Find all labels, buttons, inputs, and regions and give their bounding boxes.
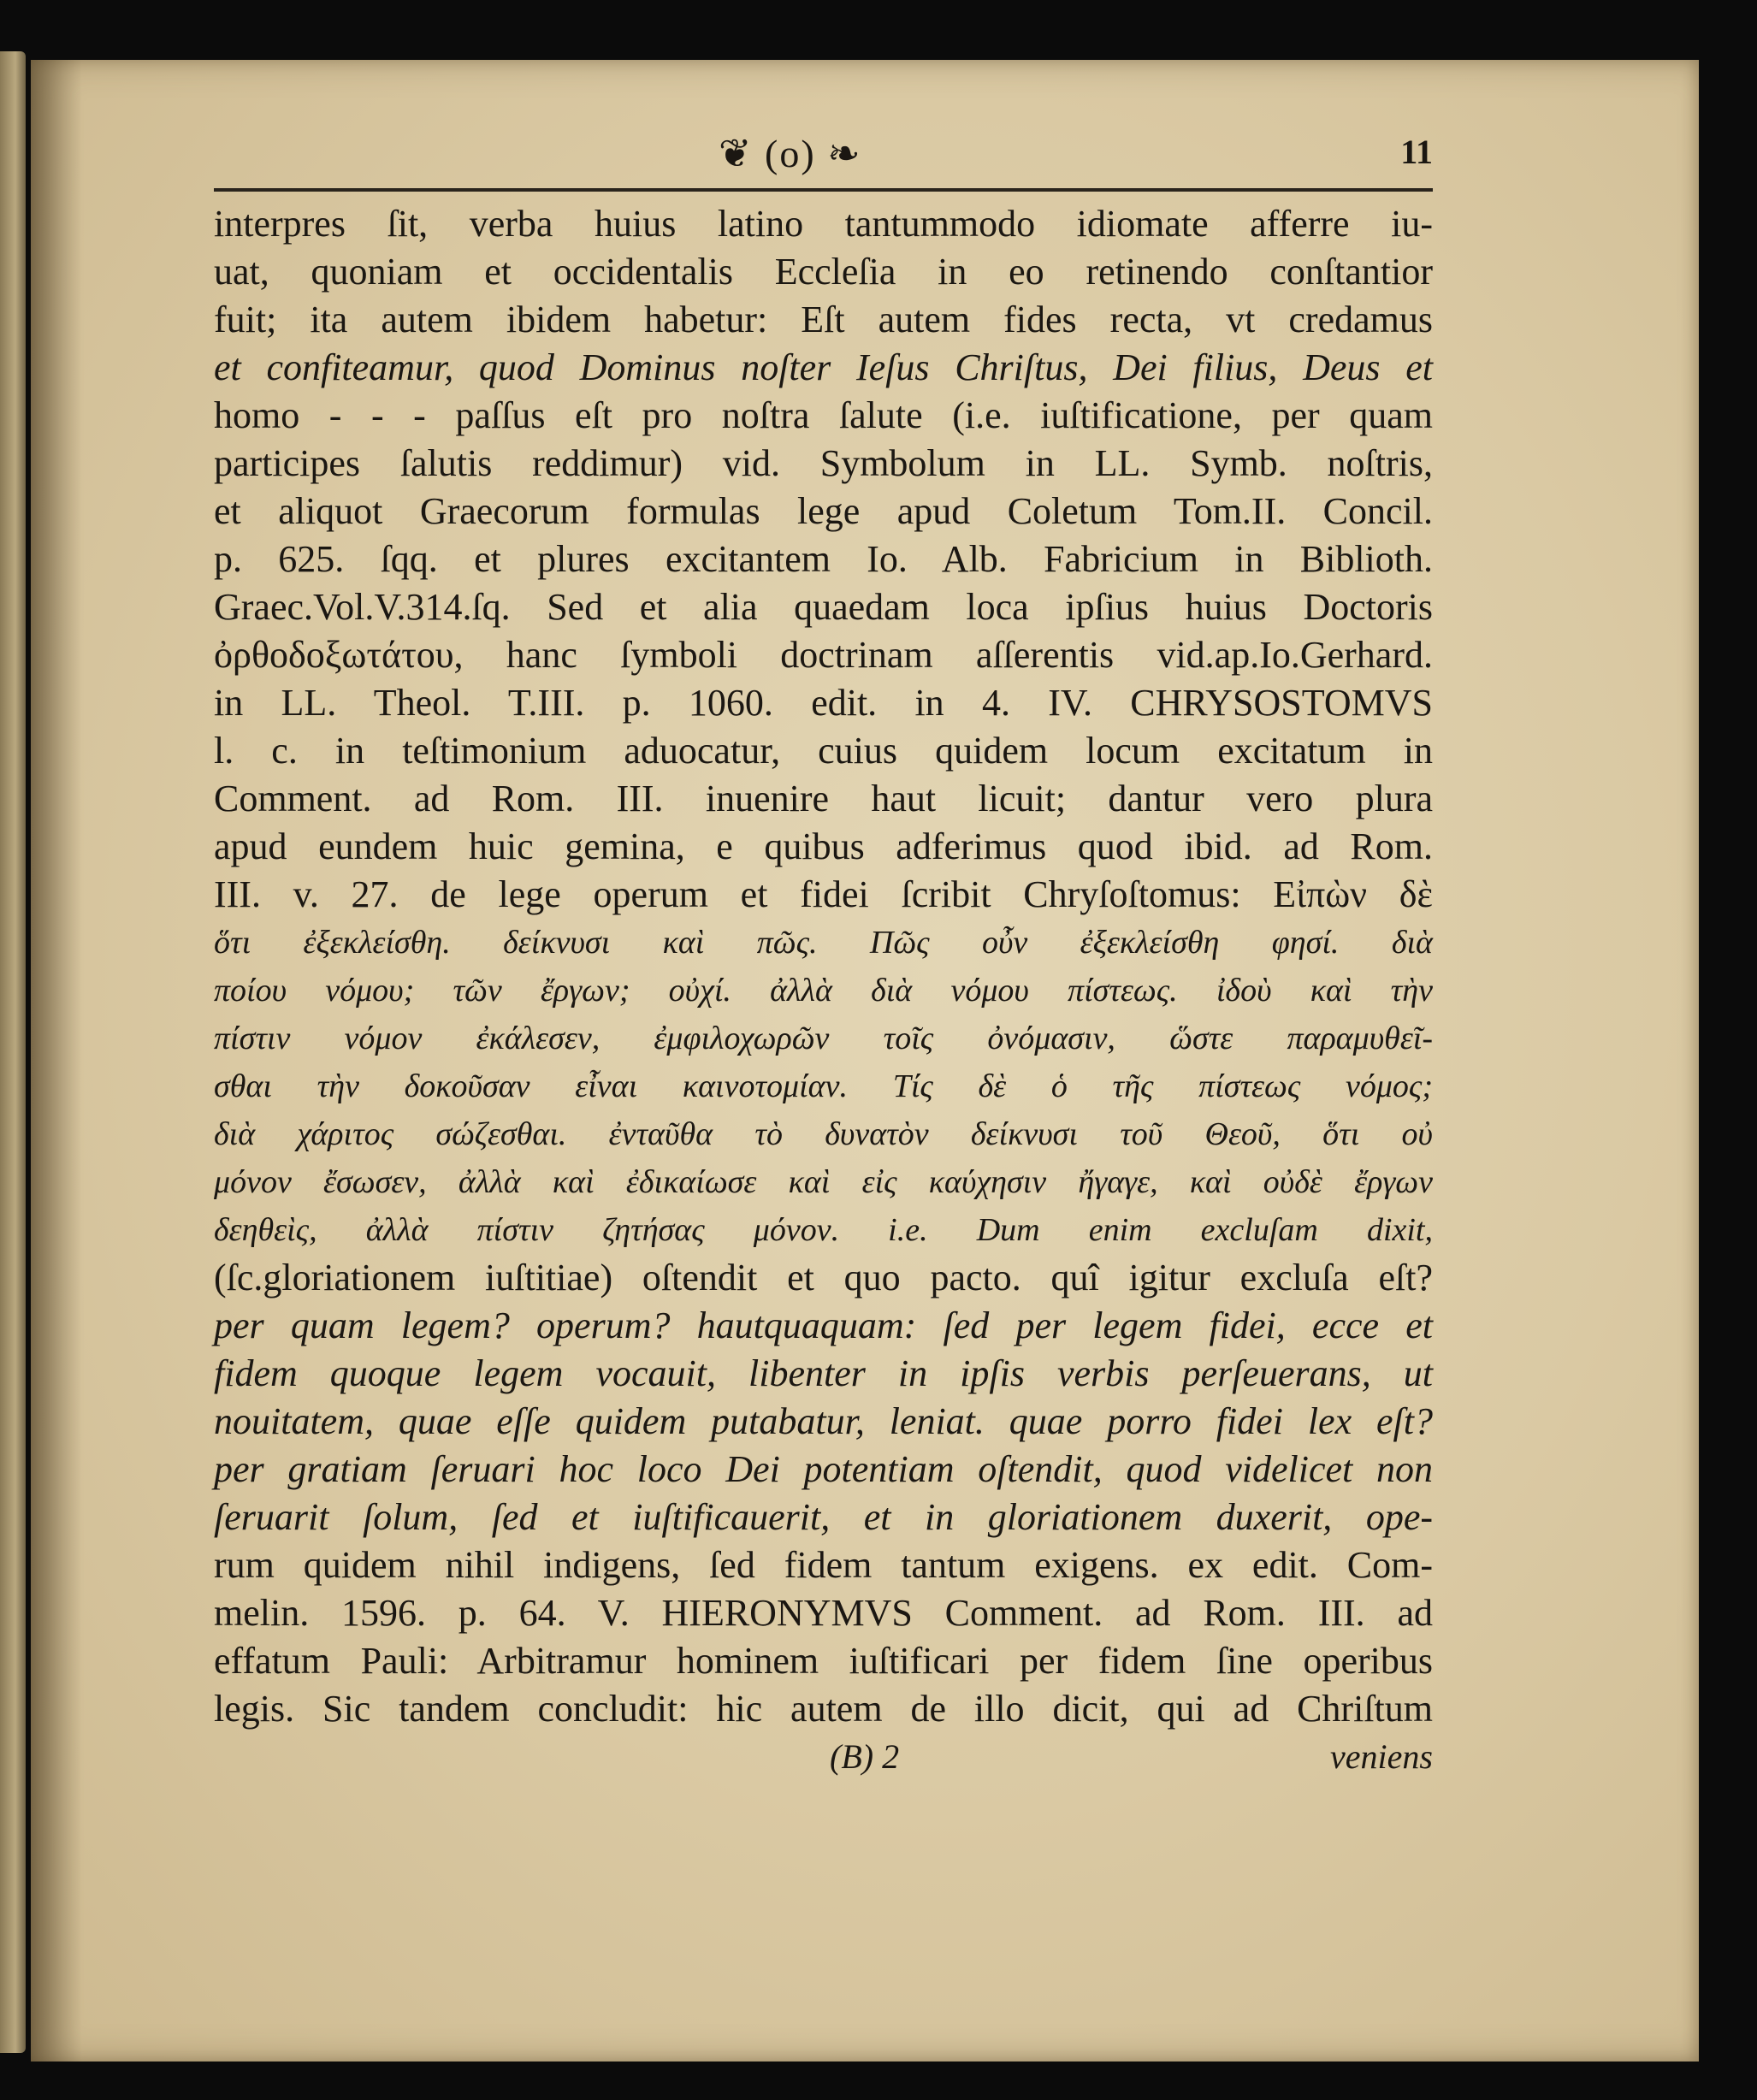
greek-text-line: πίστιν νόμον ἐκάλεσεν, ἐμφιλοχωρῶν τοῖς ὀνόμασιν, ὥστε παραμυθεῖ-: [214, 1020, 1433, 1056]
text-line: rum quidem nihil indigens, ſed fidem tantum exigens. ex edit. Com-: [214, 1544, 1433, 1586]
text-line: fuit; ita autem ibidem habetur: Eſt autem fides recta, vt credamus: [214, 299, 1433, 340]
text-line: III. v. 27. de lege operum et fidei ſcribit Chryſoſtomus: Εἰπὼν δὲ: [214, 873, 1433, 915]
greek-text-line: διὰ χάριτος σώζεσθαι. ἐνταῦθα τὸ δυνατὸν δείκνυσι τοῦ Θεοῦ, ὅτι οὐ: [214, 1116, 1433, 1152]
greek-text-line: σθαι τὴν δοκοῦσαν εἶναι καινοτομίαν. Τίς δὲ ὁ τῆς πίστεως νόμος;: [214, 1068, 1433, 1104]
facing-page-edge: [0, 51, 26, 2053]
text-line: ſeruarit ſolum, ſed et iuſtificauerit, et in gloriationem duxerit, ope-: [214, 1496, 1433, 1538]
page-footer: [214, 1733, 1433, 1781]
text-line: l. c. in teſtimonium aduocatur, cuius quidem locum excitatum in: [214, 730, 1433, 772]
greek-text-line: ὅτι ἐξεκλείσθη. δείκνυσι καὶ πῶς. Πῶς οὖν ἐξεκλείσθη φησί. διὰ: [214, 925, 1433, 961]
text-line: legis. Sic tandem concludit: hic autem de illo dicit, qui ad Chriſtum: [214, 1688, 1433, 1730]
signature-mark: (B) 2: [830, 1737, 900, 1776]
text-line: interpres ſit, verba huius latino tantummodo idiomate afferre iu-: [214, 203, 1433, 245]
text-line: et aliquot Graecorum formulas lege apud Coletum Tom.II. Concil.: [214, 490, 1433, 532]
text-line: per quam legem? operum? hautquaquam: ſed per legem fidei, ecce et: [214, 1304, 1433, 1346]
gutter-shadow: [31, 60, 82, 2062]
text-line: p. 625. ſqq. et plures excitantem Io. Alb. Fabricium in Biblioth.: [214, 538, 1433, 580]
text-line: Graec.Vol.V.314.ſq. Sed et alia quaedam loca ipſius huius Doctoris: [214, 586, 1433, 628]
text-line: melin. 1596. p. 64. V. HIERONYMVS Comment. ad Rom. III. ad: [214, 1592, 1433, 1634]
greek-text-line: μόνον ἔσωσεν, ἀλλὰ καὶ ἐδικαίωσε καὶ εἰς καύχησιν ἤγαγε, καὶ οὐδὲ ἔργων: [214, 1164, 1433, 1200]
header-ornament: ❦ (o) ❧: [719, 132, 862, 175]
text-line: participes ſalutis reddimur) vid. Symbolum in LL. Symb. noſtris,: [214, 442, 1433, 484]
text-line: per gratiam ſeruari hoc loco Dei potentiam oſtendit, quod videlicet non: [214, 1448, 1433, 1490]
greek-text-line: δεηθεὶς, ἀλλὰ πίστιν ζητήσας μόνον. i.e. Dum enim excluſam dixit,: [214, 1212, 1433, 1248]
text-line: uat, quoniam et occidentalis Eccleſia in eo retinendo conſtantior: [214, 251, 1433, 293]
greek-text-line: ποίου νόμου; τῶν ἔργων; οὐχί. ἀλλὰ διὰ νόμου πίστεως. ἰδοὺ καὶ τὴν: [214, 973, 1433, 1009]
body-text: [214, 200, 1433, 1733]
text-line: fidem quoque legem vocauit, libenter in ipſis verbis perſeuerans, ut: [214, 1352, 1433, 1394]
text-block: [214, 128, 1433, 1781]
text-line: homo - - - paſſus eſt pro noſtra ſalute (i.e. iuſtificatione, per quam: [214, 394, 1433, 436]
catchword: veniens: [1330, 1737, 1433, 1776]
text-line: effatum Pauli: Arbitramur hominem iuſtificari per fidem ſine operibus: [214, 1640, 1433, 1682]
text-line: nouitatem, quae eſſe quidem putabatur, leniat. quae porro fidei lex eſt?: [214, 1400, 1433, 1442]
text-line: ὀρθοδοξωτάτου, hanc ſymboli doctrinam aſſerentis vid.ap.Io.Gerhard.: [214, 634, 1433, 676]
text-line: et confiteamur, quod Dominus noſter Ieſus Chriſtus, Dei filius, Deus et: [214, 346, 1433, 388]
text-line: Comment. ad Rom. III. inuenire haut licuit; dantur vero plura: [214, 778, 1433, 819]
page-header: [214, 128, 1433, 192]
text-line: in LL. Theol. T.III. p. 1060. edit. in 4. IV. CHRYSOSTOMVS: [214, 682, 1433, 724]
text-line: (ſc.gloriationem iuſtitiae) oſtendit et quo pacto. quî igitur excluſa eſt?: [214, 1257, 1433, 1298]
page-number: 11: [1400, 133, 1433, 171]
text-line: apud eundem huic gemina, e quibus adferimus quod ibid. ad Rom.: [214, 825, 1433, 867]
